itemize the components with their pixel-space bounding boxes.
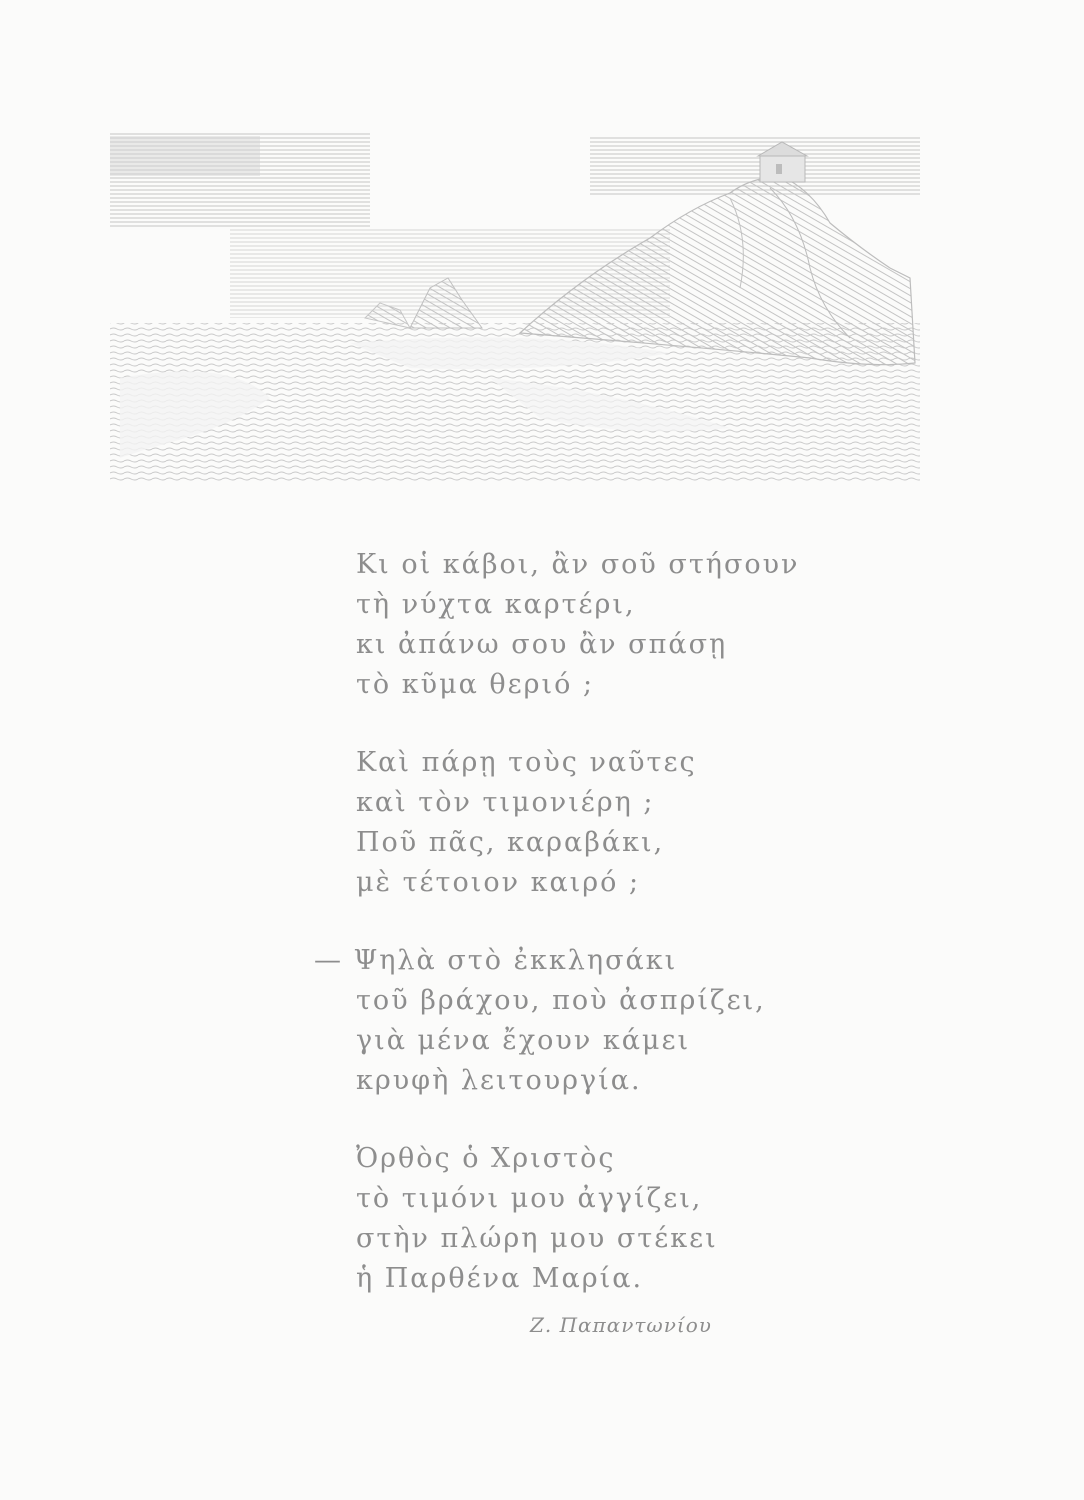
poem-line: ἡ Παρθένα Μαρία. xyxy=(356,1263,644,1294)
poem-line: στὴν πλώρη μου στέκει xyxy=(356,1223,718,1254)
seascape-mountain-chapel-engraving-icon xyxy=(110,128,920,485)
poem-line: τὸ τιμόνι μου ἀγγίζει, xyxy=(356,1183,703,1214)
poem-line: κι ἀπάνω σου ἂν σπάσῃ xyxy=(356,629,728,660)
poem-line: τοῦ βράχου, ποὺ ἀσπρίζει, xyxy=(356,985,766,1016)
poem-line: μὲ τέτοιον καιρό ; xyxy=(356,867,641,898)
stanza xyxy=(356,545,800,705)
poem-line: Ποῦ πᾶς, καραβάκι, xyxy=(356,827,665,858)
author-signature: Ζ. Παπαντωνίου xyxy=(530,1313,712,1337)
poem-line: κρυφὴ λειτουργία. xyxy=(356,1065,642,1096)
poem-line: Καὶ πάρῃ τοὺς ναῦτες xyxy=(356,747,697,778)
poem-line: — Ψηλὰ στὸ ἐκκλησάκι xyxy=(314,945,678,976)
poem-line: καὶ τὸν τιμονιέρη ; xyxy=(356,787,655,818)
stanza xyxy=(314,941,776,1101)
poem-line: τὸ κῦμα θεριό ; xyxy=(356,669,595,700)
poem-line: γιὰ μένα ἔχουν κάμει xyxy=(356,1025,691,1056)
poem xyxy=(314,545,800,1317)
stanza xyxy=(356,1139,776,1299)
poem-line: Ὀρθὸς ὁ Χριστὸς xyxy=(356,1143,616,1174)
poem-line: τὴ νύχτα καρτέρι, xyxy=(356,589,636,620)
poem-line: Κι οἱ κάβοι, ἂν σοῦ στήσουν xyxy=(356,549,800,580)
stanza xyxy=(356,743,776,903)
